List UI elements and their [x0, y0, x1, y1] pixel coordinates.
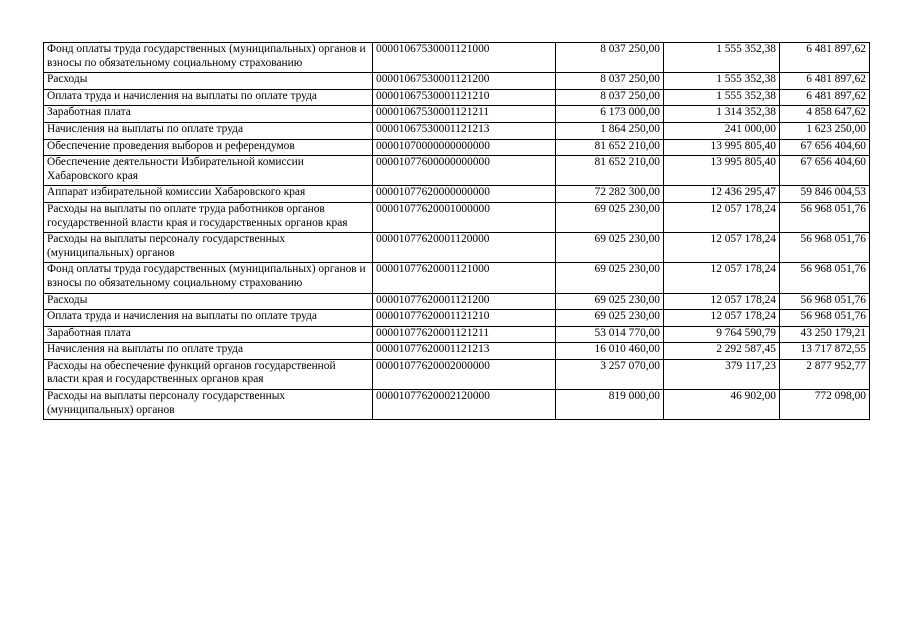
line-item-name: Расходы на выплаты по оплате труда работников органов государственной власти края и государственных органов края — [44, 202, 373, 232]
budget-classification-code: 00001077620001121210 — [373, 310, 556, 327]
remaining-amount: 56 968 051,76 — [780, 310, 870, 327]
line-item-name: Начисления на выплаты по оплате труда — [44, 122, 373, 139]
table-row — [44, 106, 870, 123]
table-row — [44, 202, 870, 232]
remaining-amount: 67 656 404,60 — [780, 156, 870, 186]
table-row — [44, 233, 870, 263]
budget-document-page — [43, 42, 869, 420]
line-item-name: Оплата труда и начисления на выплаты по оплате труда — [44, 310, 373, 327]
executed-amount: 1 555 352,38 — [664, 73, 780, 90]
executed-amount: 13 995 805,40 — [664, 156, 780, 186]
table-row — [44, 43, 870, 73]
line-item-name: Заработная плата — [44, 106, 373, 123]
remaining-amount: 13 717 872,55 — [780, 343, 870, 360]
table-row — [44, 343, 870, 360]
approved-amount: 69 025 230,00 — [556, 310, 664, 327]
remaining-amount: 56 968 051,76 — [780, 293, 870, 310]
budget-classification-code: 00001077620001121213 — [373, 343, 556, 360]
approved-amount: 72 282 300,00 — [556, 186, 664, 203]
line-item-name: Расходы на выплаты персоналу государственных (муниципальных) органов — [44, 233, 373, 263]
executed-amount: 12 057 178,24 — [664, 263, 780, 293]
remaining-amount: 6 481 897,62 — [780, 89, 870, 106]
line-item-name: Фонд оплаты труда государственных (муниципальных) органов и взносы по обязательному социальному страхованию — [44, 263, 373, 293]
table-row — [44, 73, 870, 90]
budget-classification-code: 00001077620001121211 — [373, 326, 556, 343]
executed-amount: 379 117,23 — [664, 359, 780, 389]
remaining-amount: 56 968 051,76 — [780, 202, 870, 232]
remaining-amount: 56 968 051,76 — [780, 263, 870, 293]
table-row — [44, 359, 870, 389]
line-item-name: Фонд оплаты труда государственных (муниципальных) органов и взносы по обязательному социальному страхованию — [44, 43, 373, 73]
executed-amount: 1 314 352,38 — [664, 106, 780, 123]
executed-amount: 13 995 805,40 — [664, 139, 780, 156]
remaining-amount: 6 481 897,62 — [780, 43, 870, 73]
approved-amount: 819 000,00 — [556, 390, 664, 420]
approved-amount: 69 025 230,00 — [556, 263, 664, 293]
executed-amount: 12 057 178,24 — [664, 202, 780, 232]
budget-classification-code: 00001077620002120000 — [373, 390, 556, 420]
line-item-name: Обеспечение проведения выборов и референдумов — [44, 139, 373, 156]
executed-amount: 12 057 178,24 — [664, 293, 780, 310]
line-item-name: Начисления на выплаты по оплате труда — [44, 343, 373, 360]
remaining-amount: 56 968 051,76 — [780, 233, 870, 263]
budget-classification-code: 00001077620001000000 — [373, 202, 556, 232]
remaining-amount: 1 623 250,00 — [780, 122, 870, 139]
approved-amount: 69 025 230,00 — [556, 202, 664, 232]
line-item-name: Обеспечение деятельности Избирательной комиссии Хабаровского края — [44, 156, 373, 186]
approved-amount: 8 037 250,00 — [556, 89, 664, 106]
approved-amount: 69 025 230,00 — [556, 233, 664, 263]
approved-amount: 53 014 770,00 — [556, 326, 664, 343]
budget-classification-code: 00001077620002000000 — [373, 359, 556, 389]
table-row — [44, 89, 870, 106]
table-row — [44, 326, 870, 343]
executed-amount: 1 555 352,38 — [664, 43, 780, 73]
remaining-amount: 67 656 404,60 — [780, 139, 870, 156]
line-item-name: Расходы — [44, 293, 373, 310]
executed-amount: 9 764 590,79 — [664, 326, 780, 343]
table-row — [44, 310, 870, 327]
remaining-amount: 4 858 647,62 — [780, 106, 870, 123]
table-row — [44, 156, 870, 186]
table-row — [44, 390, 870, 420]
remaining-amount: 43 250 179,21 — [780, 326, 870, 343]
budget-classification-code: 00001077600000000000 — [373, 156, 556, 186]
executed-amount: 12 057 178,24 — [664, 310, 780, 327]
budget-classification-code: 00001077620001120000 — [373, 233, 556, 263]
line-item-name: Расходы на выплаты персоналу государственных (муниципальных) органов — [44, 390, 373, 420]
table-row — [44, 263, 870, 293]
executed-amount: 12 057 178,24 — [664, 233, 780, 263]
executed-amount: 2 292 587,45 — [664, 343, 780, 360]
approved-amount: 69 025 230,00 — [556, 293, 664, 310]
budget-classification-code: 00001077620000000000 — [373, 186, 556, 203]
line-item-name: Расходы — [44, 73, 373, 90]
table-row — [44, 186, 870, 203]
line-item-name: Заработная плата — [44, 326, 373, 343]
approved-amount: 81 652 210,00 — [556, 139, 664, 156]
budget-classification-code: 00001077620001121000 — [373, 263, 556, 293]
line-item-name: Расходы на обеспечение функций органов государственной власти края и государственных органов края — [44, 359, 373, 389]
approved-amount: 1 864 250,00 — [556, 122, 664, 139]
executed-amount: 1 555 352,38 — [664, 89, 780, 106]
budget-classification-code: 00001077620001121200 — [373, 293, 556, 310]
table-row — [44, 293, 870, 310]
line-item-name: Оплата труда и начисления на выплаты по оплате труда — [44, 89, 373, 106]
approved-amount: 16 010 460,00 — [556, 343, 664, 360]
executed-amount: 46 902,00 — [664, 390, 780, 420]
approved-amount: 3 257 070,00 — [556, 359, 664, 389]
line-item-name: Аппарат избирательной комиссии Хабаровского края — [44, 186, 373, 203]
approved-amount: 81 652 210,00 — [556, 156, 664, 186]
budget-classification-code: 00001067530001121200 — [373, 73, 556, 90]
budget-classification-code: 00001067530001121211 — [373, 106, 556, 123]
approved-amount: 8 037 250,00 — [556, 43, 664, 73]
remaining-amount: 2 877 952,77 — [780, 359, 870, 389]
budget-classification-code: 00001067530001121210 — [373, 89, 556, 106]
approved-amount: 8 037 250,00 — [556, 73, 664, 90]
executed-amount: 12 436 295,47 — [664, 186, 780, 203]
executed-amount: 241 000,00 — [664, 122, 780, 139]
remaining-amount: 772 098,00 — [780, 390, 870, 420]
budget-execution-table — [43, 42, 870, 420]
table-body — [44, 43, 870, 420]
remaining-amount: 59 846 004,53 — [780, 186, 870, 203]
budget-classification-code: 00001070000000000000 — [373, 139, 556, 156]
table-row — [44, 122, 870, 139]
budget-classification-code: 00001067530001121000 — [373, 43, 556, 73]
table-row — [44, 139, 870, 156]
approved-amount: 6 173 000,00 — [556, 106, 664, 123]
budget-classification-code: 00001067530001121213 — [373, 122, 556, 139]
remaining-amount: 6 481 897,62 — [780, 73, 870, 90]
